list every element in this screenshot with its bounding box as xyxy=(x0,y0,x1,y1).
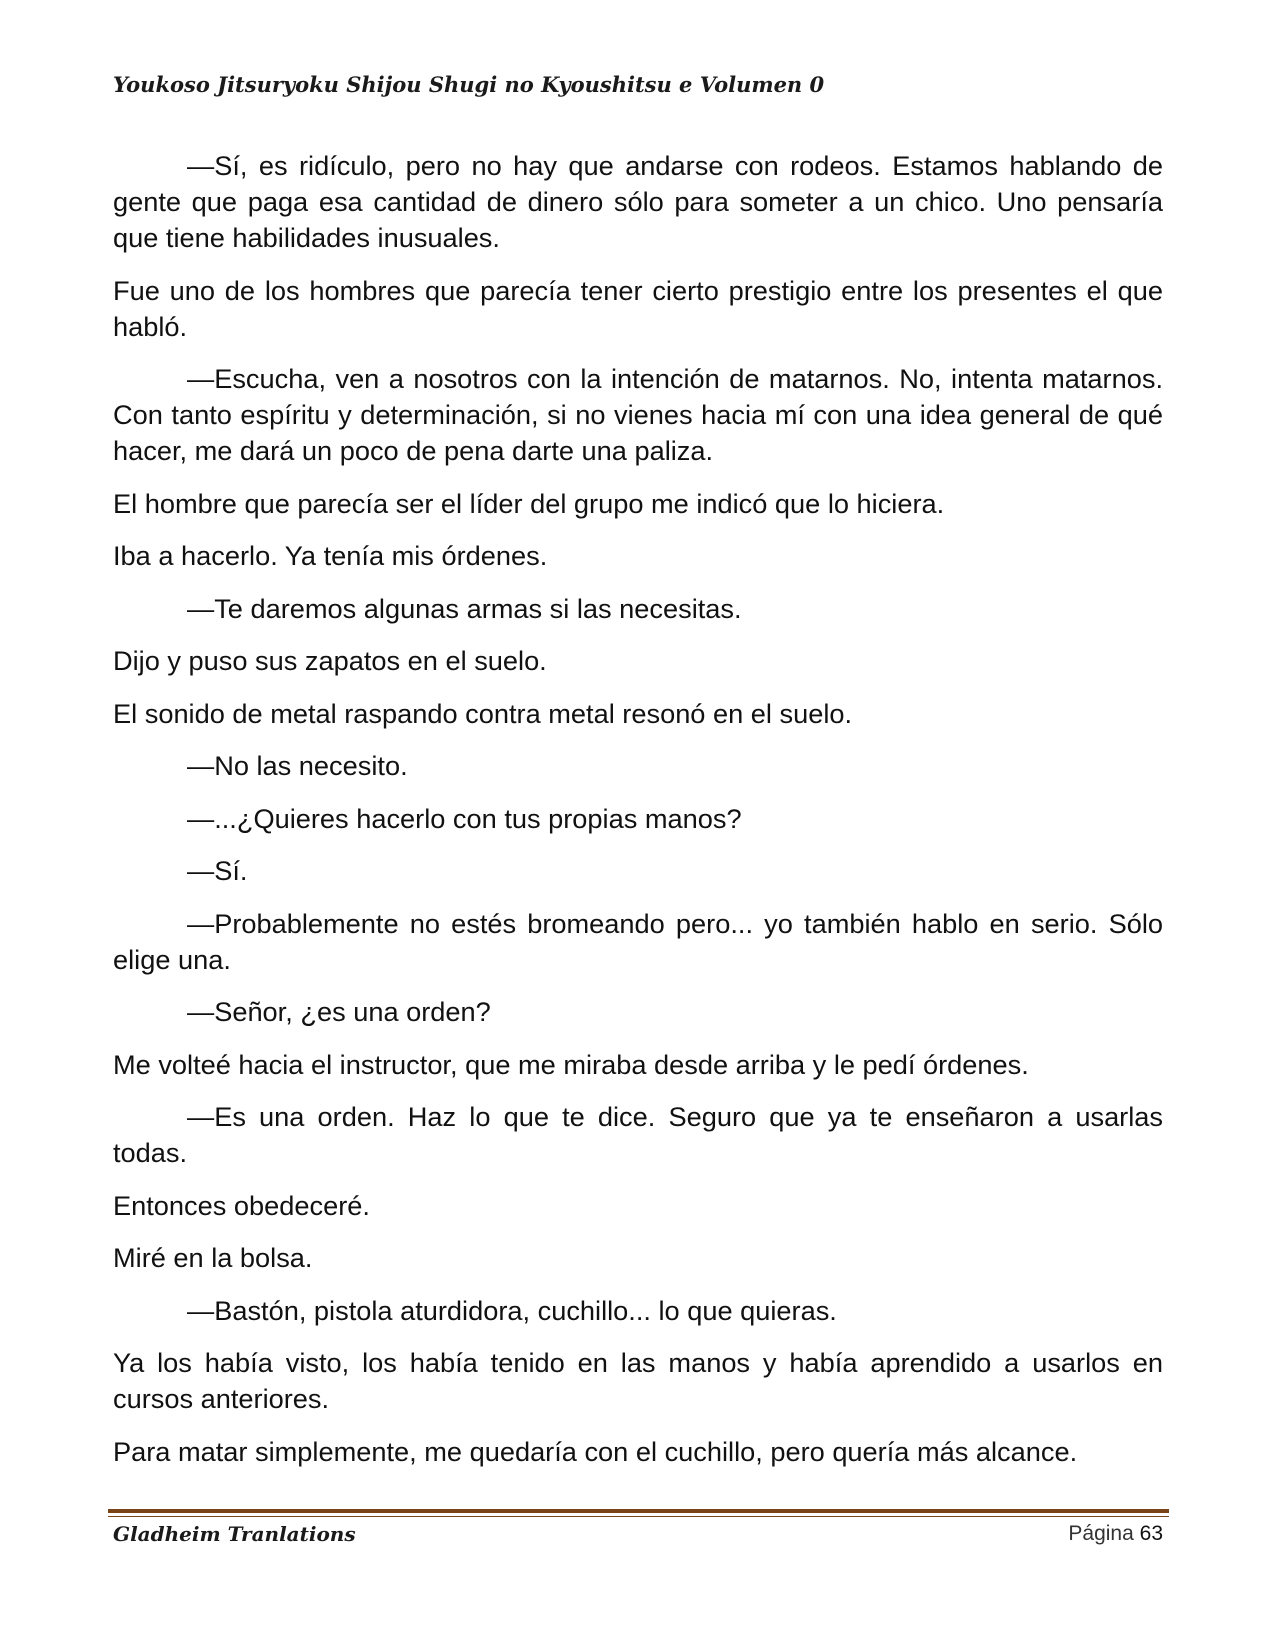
paragraph: —Te daremos algunas armas si las necesitas. xyxy=(187,592,742,624)
paragraph: Miré en la bolsa. xyxy=(113,1242,313,1273)
paragraph: Entonces obedeceré. xyxy=(113,1189,370,1221)
paragraph: —Sí. xyxy=(187,855,248,886)
footer-divider-thin xyxy=(108,1516,1169,1517)
footer-divider xyxy=(108,1509,1169,1513)
paragraph: Iba a hacerlo. Ya tenía mis órdenes. xyxy=(113,540,548,571)
paragraph: —Señor, ¿es una orden? xyxy=(187,996,491,1027)
paragraph: El hombre que parecía ser el líder del grupo me indicó que lo hiciera. xyxy=(113,487,945,519)
page-header-title: Youkoso Jitsuryoku Shijou Shugi no Kyoushitsu e Volumen 0 xyxy=(113,72,825,97)
page-number-block xyxy=(1068,1522,1163,1546)
page-label: Página xyxy=(1068,1522,1134,1545)
body-text xyxy=(113,148,1163,1486)
paragraph: —No las necesito. xyxy=(187,750,408,781)
paragraph: —Bastón, pistola aturdidora, cuchillo... lo que quieras. xyxy=(187,1294,837,1326)
paragraph: Fue uno de los hombres que parecía tener cierto prestigio entre los presentes el que habló. xyxy=(113,274,1163,342)
paragraph: —Probablemente no estés bromeando pero... yo también hablo en serio. Sólo elige una. xyxy=(113,907,1163,975)
paragraph: —...¿Quieres hacerlo con tus propias manos? xyxy=(187,802,742,834)
footer-credit: Gladheim Tranlations xyxy=(113,1522,356,1546)
paragraph: Me volteé hacia el instructor, que me miraba desde arriba y le pedí órdenes. xyxy=(113,1048,1029,1080)
paragraph: Ya los había visto, los había tenido en las manos y había aprendido a usarlos en cursos anteriores. xyxy=(113,1347,1163,1414)
paragraph: El sonido de metal raspando contra metal resonó en el suelo. xyxy=(113,697,853,729)
paragraph: —Sí, es ridículo, pero no hay que andarse con rodeos. Estamos hablando de gente que paga esa cantidad de dinero sólo para someter a un chico. Uno pensaría que tiene habilidades inusuales. xyxy=(113,150,1163,253)
paragraph: Dijo y puso sus zapatos en el suelo. xyxy=(113,645,547,676)
paragraph: —Escucha, ven a nosotros con la intención de matarnos. No, intenta matarnos. Con tanto espíritu y determinación, si no vienes hacia mí con una idea general de qué hacer, me dará un poco de pena darte una paliza. xyxy=(113,363,1163,466)
paragraph: Para matar simplemente, me quedaría con el cuchillo, pero quería más alcance. xyxy=(113,1435,1078,1467)
paragraph: —Es una orden. Haz lo que te dice. Seguro que ya te enseñaron a usarlas todas. xyxy=(113,1101,1163,1168)
page-number: 63 xyxy=(1139,1522,1163,1545)
